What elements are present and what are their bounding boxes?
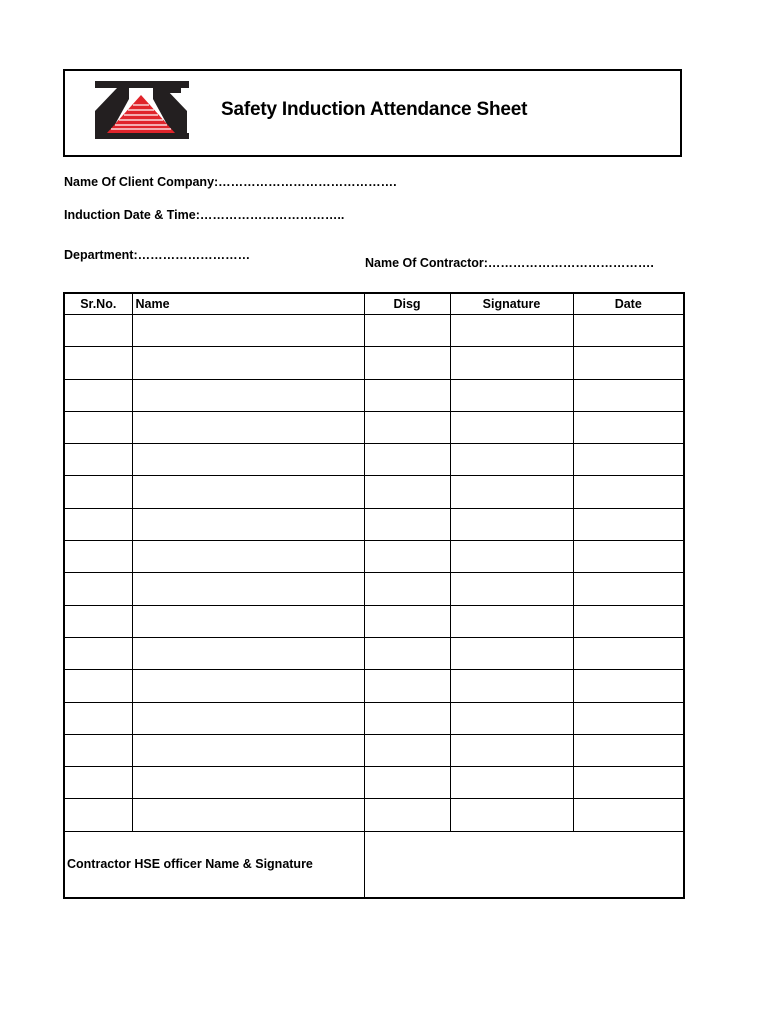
cell-name[interactable]	[132, 347, 364, 379]
cell-signature[interactable]	[450, 767, 573, 799]
hse-officer-signature-cell[interactable]	[364, 831, 684, 898]
header-box	[63, 69, 682, 157]
client-company-field[interactable]: Name Of Client Company:…………………………………….	[64, 175, 397, 189]
cell-name[interactable]	[132, 605, 364, 637]
cell-sr-no[interactable]	[64, 444, 132, 476]
department-field[interactable]: Department:………………………	[64, 248, 251, 262]
table-row	[64, 476, 684, 508]
footer-row	[64, 831, 684, 898]
cell-sr-no[interactable]	[64, 734, 132, 766]
cell-sr-no[interactable]	[64, 508, 132, 540]
column-header-date: Date	[573, 293, 684, 315]
table-row	[64, 411, 684, 443]
table-row	[64, 347, 684, 379]
cell-disg[interactable]	[364, 573, 450, 605]
cell-sr-no[interactable]	[64, 476, 132, 508]
cell-name[interactable]	[132, 444, 364, 476]
cell-name[interactable]	[132, 637, 364, 669]
cell-disg[interactable]	[364, 670, 450, 702]
cell-name[interactable]	[132, 670, 364, 702]
cell-name[interactable]	[132, 702, 364, 734]
column-header-signature: Signature	[450, 293, 573, 315]
cell-signature[interactable]	[450, 379, 573, 411]
cell-signature[interactable]	[450, 605, 573, 637]
table-row	[64, 315, 684, 347]
page-title: Safety Induction Attendance Sheet	[221, 99, 528, 120]
column-header-name: Name	[132, 293, 364, 315]
table-row	[64, 379, 684, 411]
cell-date[interactable]	[573, 734, 684, 766]
cell-signature[interactable]	[450, 315, 573, 347]
cell-disg[interactable]	[364, 767, 450, 799]
cell-date[interactable]	[573, 605, 684, 637]
cell-date[interactable]	[573, 315, 684, 347]
cell-sr-no[interactable]	[64, 347, 132, 379]
table-row	[64, 734, 684, 766]
table-row	[64, 605, 684, 637]
table-row	[64, 799, 684, 831]
cell-date[interactable]	[573, 508, 684, 540]
cell-date[interactable]	[573, 444, 684, 476]
table-row	[64, 508, 684, 540]
cell-sr-no[interactable]	[64, 315, 132, 347]
cell-sr-no[interactable]	[64, 605, 132, 637]
table-header-row	[64, 293, 684, 315]
cell-name[interactable]	[132, 411, 364, 443]
cell-date[interactable]	[573, 799, 684, 831]
cell-date[interactable]	[573, 379, 684, 411]
cell-disg[interactable]	[364, 734, 450, 766]
cell-name[interactable]	[132, 767, 364, 799]
cell-sr-no[interactable]	[64, 637, 132, 669]
cell-disg[interactable]	[364, 605, 450, 637]
cell-disg[interactable]	[364, 444, 450, 476]
cell-date[interactable]	[573, 670, 684, 702]
cell-sr-no[interactable]	[64, 573, 132, 605]
table-row	[64, 573, 684, 605]
cell-signature[interactable]	[450, 476, 573, 508]
cell-sr-no[interactable]	[64, 541, 132, 573]
table-row	[64, 541, 684, 573]
contractor-field[interactable]: Name Of Contractor:………………………………….	[365, 256, 654, 270]
table-row	[64, 767, 684, 799]
cell-disg[interactable]	[364, 379, 450, 411]
cell-disg[interactable]	[364, 541, 450, 573]
company-logo	[95, 81, 189, 139]
cell-signature[interactable]	[450, 508, 573, 540]
table-row	[64, 670, 684, 702]
cell-signature[interactable]	[450, 799, 573, 831]
cell-name[interactable]	[132, 799, 364, 831]
cell-signature[interactable]	[450, 541, 573, 573]
cell-disg[interactable]	[364, 411, 450, 443]
cell-name[interactable]	[132, 379, 364, 411]
cell-date[interactable]	[573, 411, 684, 443]
cell-signature[interactable]	[450, 444, 573, 476]
cell-name[interactable]	[132, 508, 364, 540]
cell-disg[interactable]	[364, 508, 450, 540]
cell-date[interactable]	[573, 637, 684, 669]
cell-date[interactable]	[573, 767, 684, 799]
table-row	[64, 637, 684, 669]
cell-signature[interactable]	[450, 411, 573, 443]
cell-sr-no[interactable]	[64, 411, 132, 443]
cell-disg[interactable]	[364, 799, 450, 831]
cell-disg[interactable]	[364, 702, 450, 734]
cell-disg[interactable]	[364, 315, 450, 347]
induction-date-time-field[interactable]: Induction Date & Time:……………………………..	[64, 208, 345, 222]
cell-sr-no[interactable]	[64, 767, 132, 799]
cell-date[interactable]	[573, 702, 684, 734]
cell-date[interactable]	[573, 347, 684, 379]
cell-sr-no[interactable]	[64, 799, 132, 831]
cell-signature[interactable]	[450, 573, 573, 605]
hse-officer-label: Contractor HSE officer Name & Signature	[64, 831, 364, 898]
column-header-disg: Disg	[364, 293, 450, 315]
cell-name[interactable]	[132, 315, 364, 347]
cell-name[interactable]	[132, 476, 364, 508]
table-row	[64, 444, 684, 476]
table-row	[64, 702, 684, 734]
cell-name[interactable]	[132, 541, 364, 573]
cell-disg[interactable]	[364, 347, 450, 379]
cell-date[interactable]	[573, 476, 684, 508]
column-header-sr-no: Sr.No.	[64, 293, 132, 315]
cell-disg[interactable]	[364, 637, 450, 669]
cell-sr-no[interactable]	[64, 702, 132, 734]
cell-name[interactable]	[132, 734, 364, 766]
cell-signature[interactable]	[450, 702, 573, 734]
cell-signature[interactable]	[450, 347, 573, 379]
cell-name[interactable]	[132, 573, 364, 605]
cell-disg[interactable]	[364, 476, 450, 508]
attendance-table	[63, 292, 685, 899]
table-body	[64, 315, 684, 832]
cell-date[interactable]	[573, 541, 684, 573]
cell-signature[interactable]	[450, 734, 573, 766]
cell-sr-no[interactable]	[64, 670, 132, 702]
cell-signature[interactable]	[450, 637, 573, 669]
cell-date[interactable]	[573, 573, 684, 605]
cell-signature[interactable]	[450, 670, 573, 702]
cell-sr-no[interactable]	[64, 379, 132, 411]
